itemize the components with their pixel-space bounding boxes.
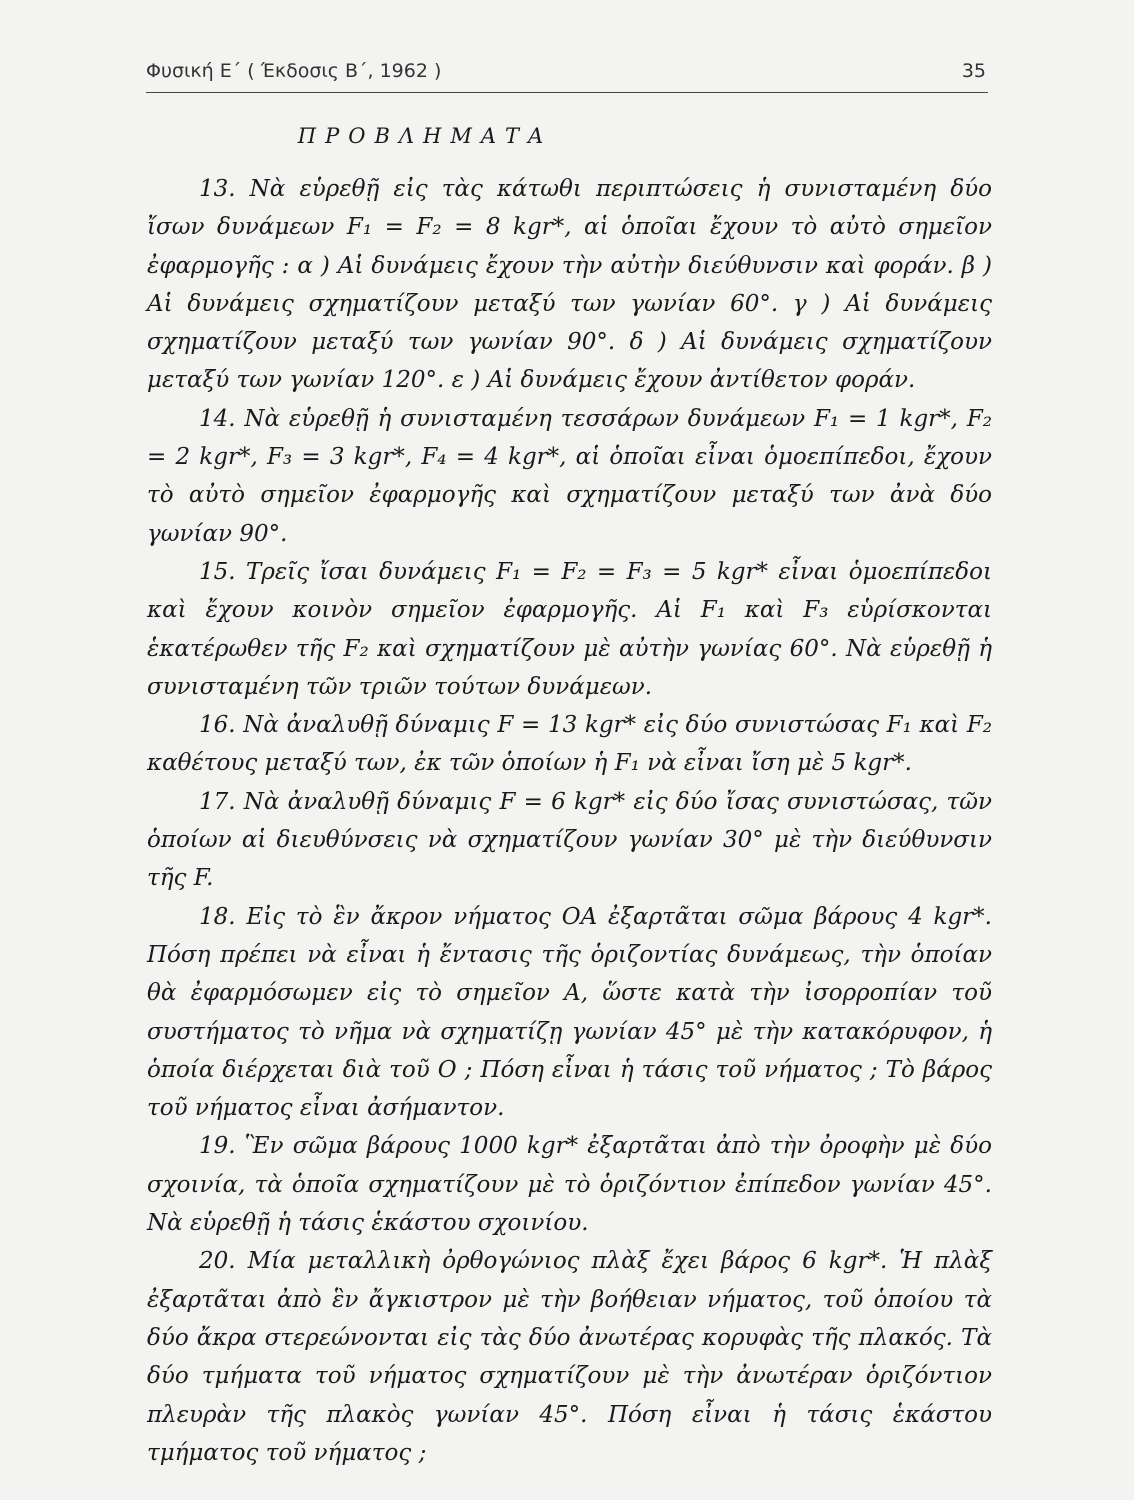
section-title: ΠΡΟΒΛΗΜΑΤΑ [297, 124, 553, 148]
header-book-title: Φυσική Ε΄ ( Έκδοσις Β΄, 1962 ) [146, 60, 442, 82]
running-header [146, 52, 988, 93]
problem-13: 13. Νὰ εὑρεθῇ εἰς τὰς κάτωθι περιπτώσεις ἡ συνισταμένη δύο ἴσων δυνάμεων F₁ = F₂ = 8 kgr*, αἱ ὁποῖαι ἔχουν τὸ αὐτὸ σημεῖον ἐφαρμογῆς : α ) Αἱ δυνάμεις ἔχουν τὴν αὐτὴν διεύθυνσιν καὶ φοράν. β ) Αἱ δυνάμεις σχηματίζουν μεταξύ των γωνίαν 60°. γ ) Αἱ δυνάμεις σχηματίζουν μεταξύ των γωνίαν 90°. δ ) Αἱ δυνάμεις σχηματίζουν μεταξύ των γωνίαν 120°. ε ) Αἱ δυνάμεις ἔχουν ἀντίθετον φοράν. [147, 176, 992, 394]
problem-18: 18. Εἰς τὸ ἓν ἄκρον νήματος ΟΑ ἐξαρτᾶται σῶμα βάρους 4 kgr*. Πόση πρέπει νὰ εἶναι ἡ ἔντασις τῆς ὁριζοντίας δυνάμεως, τὴν ὁποίαν θὰ ἐφαρμόσωμεν εἰς τὸ σημεῖον Α, ὥστε κατὰ τὴν ἰσορροπίαν τοῦ συστήματος τὸ νῆμα νὰ σχηματίζῃ γωνίαν 45° μὲ τὴν κατακόρυφον, ἡ ὁποία διέρχεται διὰ τοῦ Ο ; Πόση εἶναι ἡ τάσις τοῦ νήματος ; Τὸ βάρος τοῦ νήματος εἶναι ἀσήμαντον. [147, 903, 992, 1122]
problem-15: 15. Τρεῖς ἴσαι δυνάμεις F₁ = F₂ = F₃ = 5 kgr* εἶναι ὁμοεπίπεδοι καὶ ἔχουν κοινὸν σημεῖον ἐφαρμογῆς. Αἱ F₁ καὶ F₃ εὑρίσκονται ἑκατέρωθεν τῆς F₂ καὶ σχηματίζουν μὲ αὐτὴν γωνίας 60°. Νὰ εὑρεθῇ ἡ συνισταμένη τῶν τριῶν τούτων δυνάμεων. [147, 558, 992, 700]
problem-17: 17. Νὰ ἀναλυθῇ δύναμις F = 6 kgr* εἰς δύο ἴσας συνιστώσας, τῶν ὁποίων αἱ διευθύνσεις νὰ σχηματίζουν γωνίαν 30° μὲ τὴν διεύθυνσιν τῆς F. [147, 788, 992, 892]
problem-20: 20. Μία μεταλλικὴ ὀρθογώνιος πλὰξ ἔχει βάρος 6 kgr*. Ἡ πλὰξ ἐξαρτᾶται ἀπὸ ἓν ἄγκιστρον μὲ τὴν βοήθειαν νήματος, τοῦ ὁποίου τὰ δύο ἄκρα στερεώνονται εἰς τὰς δύο ἀνωτέρας κορυφὰς τῆς πλακός. Τὰ δύο τμήματα τοῦ νήματος σχηματίζουν μὲ τὴν ἀνωτέραν ὁριζόντιον πλευρὰν τῆς πλακὸς γωνίαν 45°. Πόση εἶναι ἡ τάσις ἑκάστου τμήματος τοῦ νήματος ; [147, 1248, 992, 1466]
problem-14: 14. Νὰ εὑρεθῇ ἡ συνισταμένη τεσσάρων δυνάμεων F₁ = 1 kgr*, F₂ = 2 kgr*, F₃ = 3 kgr*, F₄ = 4 kgr*, αἱ ὁποῖαι εἶναι ὁμοεπίπεδοι, ἔχουν τὸ αὐτὸ σημεῖον ἐφαρμογῆς καὶ σχηματίζουν μεταξύ των ἀνὰ δύο γωνίαν 90°. [147, 405, 992, 547]
problem-16: 16. Νὰ ἀναλυθῇ δύναμις F = 13 kgr* εἰς δύο συνιστώσας F₁ καὶ F₂ καθέτους μεταξύ των, ἐκ τῶν ὁποίων ἡ F₁ νὰ εἶναι ἴση μὲ 5 kgr*. [147, 712, 992, 777]
page-number: 35 [961, 60, 986, 82]
problems-list [147, 170, 992, 1472]
problem-19: 19. Ἓν σῶμα βάρους 1000 kgr* ἐξαρτᾶται ἀπὸ τὴν ὀροφὴν μὲ δύο σχοινία, τὰ ὁποῖα σχηματίζουν μὲ τὸ ὁριζόντιον ἐπίπεδον γωνίαν 45°. Νὰ εὑρεθῇ ἡ τάσις ἑκάστου σχοινίου. [147, 1133, 992, 1237]
